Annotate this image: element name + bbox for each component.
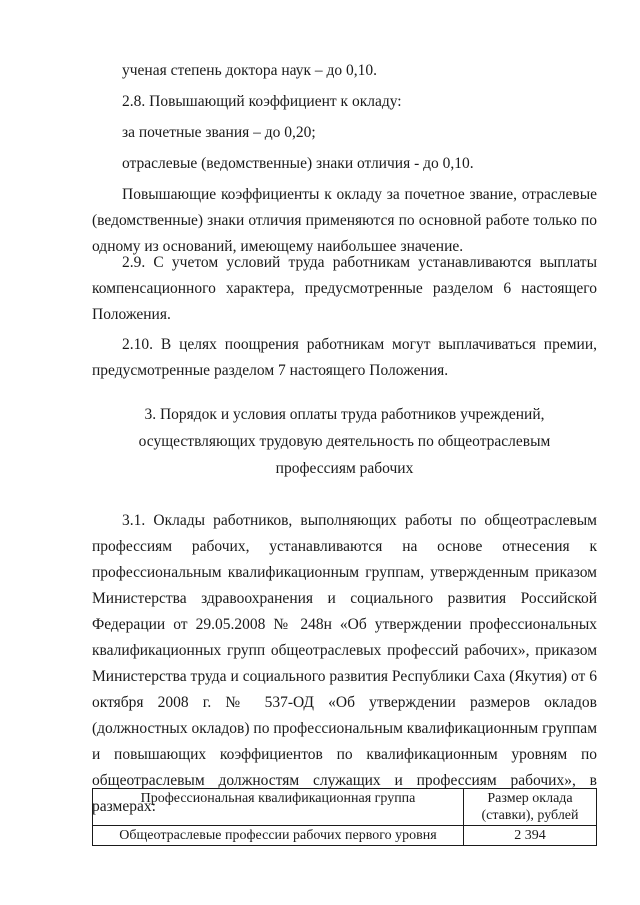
table-header-group: Профессиональная квалификационная группа	[93, 789, 464, 826]
table-header-salary-line-2: (ставки), рублей	[481, 808, 579, 823]
text-line-degree: ученая степень доктора наук – до 0,10.	[122, 62, 378, 79]
section-3-heading-line-3: профессиям рабочих	[275, 460, 414, 477]
paragraph-3-1: 3.1. Оклады работников, выполняющих работы по общеотраслевым профессиям рабочих, устанавливаются на основе отнесения к профессиональным квалификационным группам, утвержденным приказом Министерства здравоохранения и социального развития Российской Федерации от 29.05.2008 № 248н «Об утверждении профессиональных квалификационных групп общеотраслевых профессий рабочих», приказом Министерства труда и социального развития Республики Саха (Якутия) от 6 октября 2008 г. № 537-ОД «Об утверждении размеров окладов (должностных окладов) по профессиональным квалификационным группам и повышающих коэффициентов по квалификационным уровням по общеотраслевым должностям служащих и профессиям рабочих», в размерах:	[92, 512, 597, 815]
section-3-heading-line-1: 3. Порядок и условия оплаты труда работников учреждений,	[144, 406, 545, 423]
text-line-insignia: отраслевые (ведомственные) знаки отличия - до 0,10.	[122, 155, 474, 172]
paragraph-2-9: 2.9. С учетом условий труда работникам устанавливаются выплаты компенсационного характера, предусмотренные разделом 6 настоящего Положения.	[92, 254, 597, 323]
salary-table	[92, 788, 597, 846]
text-line-honorary-titles: за почетные звания – до 0,20;	[122, 124, 316, 141]
table-header-salary	[464, 789, 597, 826]
paragraph-coefficients: Повышающие коэффициенты к окладу за почетное звание, отраслевые (ведомственные) знаки отличия применяются по основной работе только по одному из оснований, имеющему наибольшее значение.	[92, 186, 597, 255]
table-cell-group: Общеотраслевые профессии рабочих первого уровня	[93, 826, 464, 846]
section-3-heading-line-2: осуществляющих трудовую деятельность по общеотраслевым	[138, 433, 551, 450]
section-3-heading	[92, 401, 597, 482]
text-line-2-8: 2.8. Повышающий коэффициент к окладу:	[122, 93, 402, 110]
table-cell-salary: 2 394	[464, 826, 597, 846]
table-header-row	[93, 789, 597, 826]
table-header-salary-line-1: Размер оклада	[487, 791, 573, 806]
table-row	[93, 826, 597, 846]
paragraph-2-10: 2.10. В целях поощрения работникам могут выплачиваться премии, предусмотренные разделом 7 настоящего Положения.	[92, 336, 597, 379]
